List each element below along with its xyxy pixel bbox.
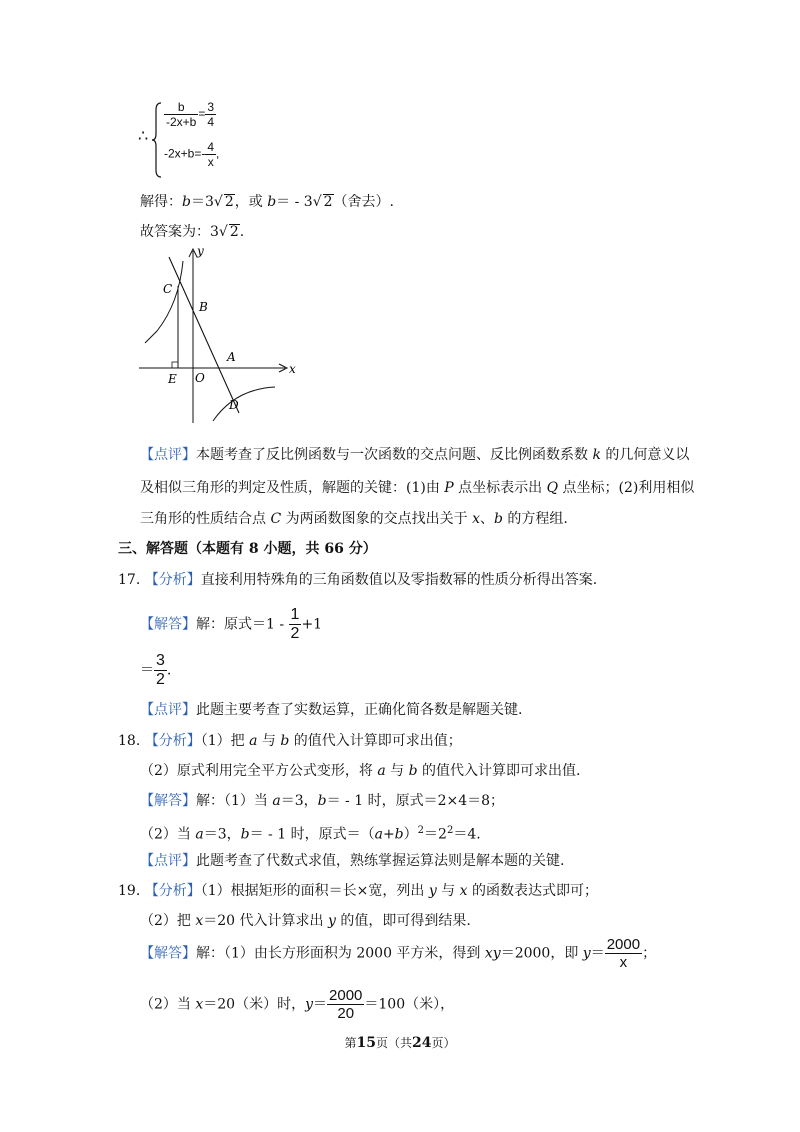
eq1-rhs-fraction: $\frac{3}{4}$ <box>207 100 215 129</box>
left-brace-icon <box>152 102 162 178</box>
line-cd <box>169 257 239 413</box>
label-B: B <box>199 300 208 314</box>
right-angle-mark <box>172 362 178 368</box>
answer-line: 故答案为：3√ 2. <box>140 224 245 240</box>
q18-solution2: （2）当 a＝3，b＝ - 1 时，原式$=(a+b)^2=2^2=4$. <box>140 825 481 843</box>
solve-line: 解得：b＝3√ 2，或 b＝ - 3√ 2（舍去）. <box>140 194 394 210</box>
eq1-fraction: $\frac{b}{-2x+b}$ <box>166 100 197 129</box>
comment16-line3: 三角形的性质结合点 C 为两函数图象的交点找出关于 x、b 的方程组. <box>140 511 568 527</box>
equation-1: $\frac{b}{-2x+b}$ = $\frac{3}{4}$ <box>166 100 215 129</box>
sqrt-icon: √ <box>213 194 223 210</box>
q19-solution2: （2）当 x＝20（米）时，y＝ $\frac{2000}{20}$ ＝100（米）， <box>140 987 455 1022</box>
q19-fraction-2000-x: $\frac{2000}{x}$ <box>606 936 641 971</box>
label-C: C <box>163 282 173 296</box>
q17-result: ＝ $\frac{3}{2}$ . <box>140 652 172 688</box>
comment16-line2: 及相似三角形的判定及性质，解题的关键：(1)由 P 点坐标表示出 Q 点坐标；(2)利用相似 <box>140 480 695 496</box>
q17-comment: 【点评】此题主要考查了实数运算，正确化简各数是解题关键. <box>140 702 523 718</box>
q19-fraction-2000-20: $\frac{2000}{20}$ <box>329 987 363 1022</box>
q17-solution: 【解答】解：原式＝1 - $\frac{1}{2}$ +1 <box>140 606 323 642</box>
function-graph <box>135 243 305 428</box>
comment16-line1: 【点评】本题考查了反比例函数与一次函数的交点问题、反比例函数系数 k 的几何意义以 <box>140 447 690 463</box>
q18-solution1: 【解答】解：（1）当 a＝3，b＝ - 1 时，原式＝2×4＝8； <box>140 793 505 809</box>
q18-analysis1: 18. 【分析】（1）把 a 与 b 的值代入计算即可求出值； <box>118 733 462 749</box>
q19-analysis2: （2）把 x＝20 代入计算求出 y 的值，即可得到结果. <box>140 913 471 929</box>
eq2-rhs-fraction: $\frac{4}{x}$ <box>207 140 215 169</box>
page-footer: 第15页（共24页） <box>344 1035 456 1051</box>
q17-fraction-result: $\frac{3}{2}$ <box>156 652 165 688</box>
label-D: D <box>229 398 239 412</box>
q19-analysis1: 19. 【分析】（1）根据矩形的面积＝长×宽，列出 y 与 x 的函数表达式即可； <box>118 883 598 899</box>
label-A: A <box>227 350 236 364</box>
label-y: y <box>197 244 204 258</box>
section-heading: 三、解答题（本题有 8 小题，共 66 分） <box>118 541 377 557</box>
label-x: x <box>289 362 296 376</box>
equation-2: -2x+b=- $\frac{4}{x}$ , <box>164 140 220 169</box>
sqrt-icon: √ <box>218 224 228 240</box>
hyperbola-left <box>145 261 183 343</box>
therefore-symbol: ∴ <box>138 126 149 145</box>
q18-comment: 【点评】此题考查了代数式求值，熟练掌握运算法则是解本题的关键. <box>140 853 565 869</box>
q17-analysis: 17. 【分析】直接利用特殊角的三角函数值以及零指数幂的性质分析得出答案. <box>118 572 598 588</box>
q18-analysis2: （2）原式利用完全平方公式变形，将 a 与 b 的值代入计算即可求出值. <box>140 763 581 779</box>
hyperbola-right <box>213 387 275 421</box>
label-O: O <box>195 371 205 385</box>
q19-solution1: 【解答】解：（1）由长方形面积为 2000 平方米，得到 xy＝2000，即 y＝ $\frac{2000}{x}$ ； <box>140 936 657 971</box>
sqrt-icon: √ <box>312 194 322 210</box>
equation-system <box>138 98 278 178</box>
q17-fraction-half: $\frac{1}{2}$ <box>290 606 300 642</box>
label-E: E <box>168 372 177 386</box>
